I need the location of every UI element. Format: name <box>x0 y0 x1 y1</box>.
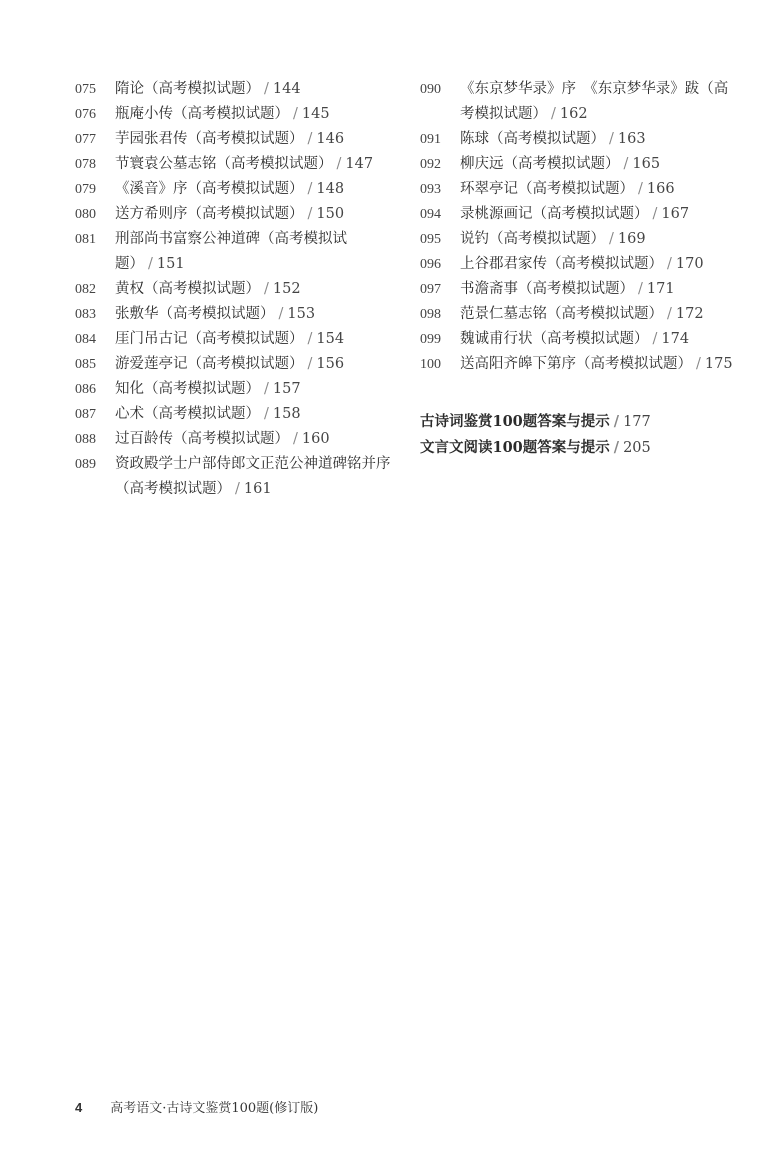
toc-entry <box>75 227 395 277</box>
entry-number: 100 <box>420 357 441 372</box>
entry-text <box>460 352 740 377</box>
entry-page-number: 167 <box>661 206 690 222</box>
answer-section-entry <box>420 435 740 461</box>
entry-number: 084 <box>75 332 96 347</box>
entry-title: 陈球（高考模拟试题） <box>460 131 605 147</box>
entry-text <box>460 152 740 177</box>
entry-title: 说钓（高考模拟试题） <box>460 231 605 247</box>
entry-text <box>115 377 395 402</box>
entry-number: 096 <box>420 257 441 272</box>
entry-title: 文言文阅读100题答案与提示 <box>420 439 610 456</box>
toc-entry <box>75 77 395 102</box>
toc-entry <box>420 77 740 127</box>
entry-separator: / <box>307 131 313 147</box>
entry-page-number: 156 <box>316 356 345 372</box>
entry-title: 资政殿学士户部侍郎文正范公神道碑铭并序（高考模拟试题） <box>115 456 391 497</box>
entry-text <box>460 302 740 327</box>
entry-title: 送方希则序（高考模拟试题） <box>115 206 304 222</box>
toc-entry <box>75 177 395 202</box>
entry-title: 节寰袁公墓志铭（高考模拟试题） <box>115 156 333 172</box>
entry-text <box>115 277 395 302</box>
answer-section-entry <box>420 409 740 435</box>
entry-separator: / <box>638 281 643 297</box>
entry-page-number: 175 <box>704 356 733 372</box>
entry-number: 092 <box>420 157 441 172</box>
entry-number: 079 <box>75 182 96 197</box>
toc-entry <box>75 377 395 402</box>
entry-number: 087 <box>75 407 96 422</box>
toc-entry <box>75 352 395 377</box>
toc-right-entries <box>420 77 740 377</box>
entry-page-number: 147 <box>345 156 374 172</box>
entry-page-number: 152 <box>272 281 301 297</box>
entry-text <box>460 327 740 352</box>
toc-entry <box>420 152 740 177</box>
entry-page-number: 171 <box>646 281 675 297</box>
toc-entry <box>420 252 740 277</box>
entry-text <box>460 77 740 127</box>
entry-text <box>115 427 395 452</box>
toc-left-column <box>75 77 395 502</box>
entry-page-number: 205 <box>623 440 651 456</box>
entry-page-number: 166 <box>646 181 675 197</box>
entry-separator: / <box>264 406 269 422</box>
entry-separator: / <box>264 281 269 297</box>
entry-text <box>460 227 740 252</box>
toc-entry <box>420 302 740 327</box>
entry-number: 080 <box>75 207 96 222</box>
entry-separator: / <box>336 156 342 172</box>
entry-separator: / <box>613 413 620 430</box>
entry-page-number: 146 <box>316 131 345 147</box>
entry-page-number: 161 <box>243 481 272 497</box>
entry-separator: / <box>293 431 298 447</box>
entry-number: 083 <box>75 307 96 322</box>
entry-separator: / <box>307 356 313 372</box>
entry-title: 瓶庵小传（高考模拟试题） <box>115 106 289 122</box>
entry-title: 厓门吊古记（高考模拟试题） <box>115 331 304 347</box>
entry-page-number: 160 <box>301 431 330 447</box>
entry-number: 075 <box>75 82 96 97</box>
entry-text <box>115 452 395 502</box>
entry-text <box>115 227 395 277</box>
entry-separator: / <box>307 331 313 347</box>
entry-number: 093 <box>420 182 441 197</box>
entry-number: 095 <box>420 232 441 247</box>
entry-page-number: 157 <box>272 381 301 397</box>
entry-page-number: 174 <box>661 331 690 347</box>
entry-text <box>115 402 395 427</box>
entry-title: 游爱莲亭记（高考模拟试题） <box>115 356 304 372</box>
toc-entry <box>75 327 395 352</box>
entry-text <box>460 202 740 227</box>
entry-title: 柳庆远（高考模拟试题） <box>460 156 620 172</box>
toc-entry <box>420 202 740 227</box>
entry-title: 过百龄传（高考模拟试题） <box>115 431 289 447</box>
toc-entry <box>420 227 740 252</box>
toc-entry <box>420 127 740 152</box>
entry-page-number: 172 <box>675 306 704 322</box>
entry-text <box>115 352 395 377</box>
entry-page-number: 170 <box>675 256 704 272</box>
entry-page-number: 158 <box>272 406 301 422</box>
entry-separator: / <box>148 256 153 272</box>
entry-separator: / <box>293 106 298 122</box>
entry-separator: / <box>264 381 269 397</box>
entry-number: 094 <box>420 207 441 222</box>
entry-separator: / <box>609 131 614 147</box>
entry-page-number: 145 <box>301 106 330 122</box>
entry-separator: / <box>667 306 672 322</box>
entry-page-number: 153 <box>287 306 316 322</box>
entry-title: 环翠亭记（高考模拟试题） <box>460 181 634 197</box>
toc-entry <box>420 352 740 377</box>
entry-page-number: 150 <box>316 206 345 222</box>
entry-page-number: 163 <box>617 131 646 147</box>
entry-number: 077 <box>75 132 96 147</box>
entry-separator: / <box>638 181 643 197</box>
toc-entry <box>75 277 395 302</box>
entry-number: 076 <box>75 107 96 122</box>
entry-separator: / <box>613 439 620 456</box>
entry-number: 085 <box>75 357 96 372</box>
entry-text <box>115 152 395 177</box>
entry-text <box>115 177 395 202</box>
entry-number: 086 <box>75 382 96 397</box>
toc-entry <box>420 177 740 202</box>
entry-text <box>460 127 740 152</box>
entry-text <box>115 127 395 152</box>
entry-text <box>420 409 740 435</box>
entry-text <box>115 202 395 227</box>
entry-number: 090 <box>420 82 441 97</box>
entry-text <box>115 102 395 127</box>
entry-separator: / <box>667 256 672 272</box>
answer-sections <box>420 409 740 461</box>
entry-title: 知化（高考模拟试题） <box>115 381 260 397</box>
entry-number: 088 <box>75 432 96 447</box>
entry-separator: / <box>264 81 269 97</box>
entry-title: 心术（高考模拟试题） <box>115 406 260 422</box>
entry-page-number: 169 <box>617 231 646 247</box>
toc-entry <box>75 427 395 452</box>
entry-separator: / <box>696 356 701 372</box>
entry-title: 范景仁墓志铭（高考模拟试题） <box>460 306 663 322</box>
entry-title: 送高阳齐皞下第序（高考模拟试题） <box>460 356 692 372</box>
entry-title: 张敷华（高考模拟试题） <box>115 306 275 322</box>
entry-title: 书澹斋事（高考模拟试题） <box>460 281 634 297</box>
entry-number: 099 <box>420 332 441 347</box>
entry-title: 上谷郡君家传（高考模拟试题） <box>460 256 663 272</box>
toc-entry <box>75 127 395 152</box>
page-footer <box>75 1097 318 1116</box>
entry-text <box>115 302 395 327</box>
entry-number: 081 <box>75 232 96 247</box>
toc-entry <box>75 152 395 177</box>
entry-separator: / <box>278 306 284 322</box>
toc-entry <box>75 452 395 502</box>
entry-title: 古诗词鉴赏100题答案与提示 <box>420 413 610 430</box>
entry-title: 《溪音》序（高考模拟试题） <box>115 181 304 197</box>
entry-number: 097 <box>420 282 441 297</box>
entry-text <box>420 435 740 461</box>
entry-separator: / <box>235 481 240 497</box>
entry-page-number: 151 <box>156 256 185 272</box>
entry-page-number: 148 <box>316 181 345 197</box>
entry-text <box>115 327 395 352</box>
toc-entry <box>75 202 395 227</box>
toc-right-column <box>420 77 740 461</box>
entry-number: 082 <box>75 282 96 297</box>
entry-separator: / <box>623 156 629 172</box>
toc-entry <box>75 102 395 127</box>
entry-text <box>460 277 740 302</box>
entry-page-number: 162 <box>559 106 588 122</box>
entry-text <box>460 252 740 277</box>
entry-text <box>460 177 740 202</box>
toc-entry <box>420 327 740 352</box>
entry-page-number: 177 <box>623 414 651 430</box>
entry-separator: / <box>307 181 313 197</box>
entry-number: 091 <box>420 132 441 147</box>
entry-title: 隋论（高考模拟试题） <box>115 81 260 97</box>
footer-book-title: 高考语文·古诗文鉴赏100题(修订版) <box>110 1101 319 1116</box>
toc-entry <box>420 277 740 302</box>
entry-page-number: 144 <box>272 81 301 97</box>
entry-number: 089 <box>75 457 96 472</box>
entry-number: 098 <box>420 307 441 322</box>
entry-text <box>115 77 395 102</box>
entry-page-number: 154 <box>316 331 345 347</box>
entry-title: 《东京梦华录》序 《东京梦华录》跋（高考模拟试题） <box>460 81 729 122</box>
entry-title: 芋园张君传（高考模拟试题） <box>115 131 304 147</box>
toc-entry <box>75 302 395 327</box>
footer-page-number: 4 <box>75 1100 83 1115</box>
entry-separator: / <box>609 231 614 247</box>
entry-separator: / <box>551 106 556 122</box>
entry-separator: / <box>652 331 658 347</box>
entry-separator: / <box>307 206 313 222</box>
entry-page-number: 165 <box>632 156 661 172</box>
entry-title: 黄权（高考模拟试题） <box>115 281 260 297</box>
toc-entry <box>75 402 395 427</box>
entry-separator: / <box>652 206 658 222</box>
entry-title: 录桃源画记（高考模拟试题） <box>460 206 649 222</box>
entry-title: 魏诚甫行状（高考模拟试题） <box>460 331 649 347</box>
entry-title: 刑部尚书富察公神道碑（高考模拟试题） <box>115 231 347 272</box>
entry-number: 078 <box>75 157 96 172</box>
